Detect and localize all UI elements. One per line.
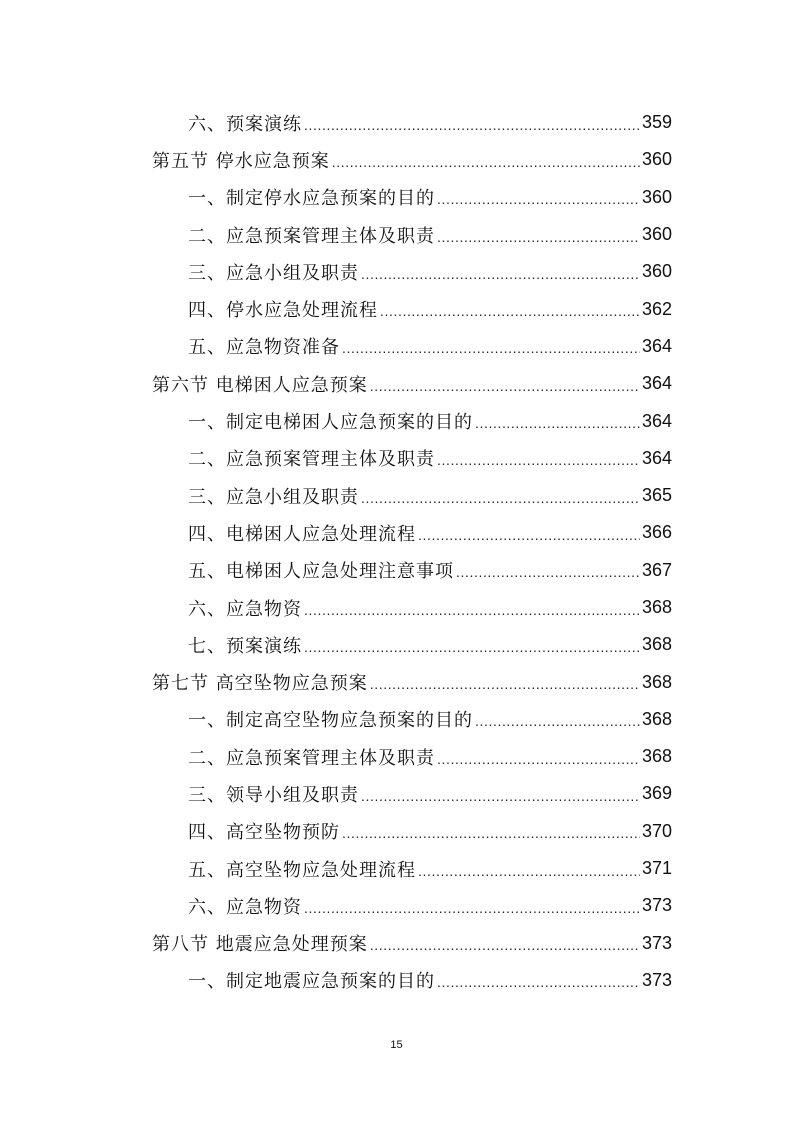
toc-entry-title: 二、应急预案管理主体及职责 <box>188 449 435 471</box>
toc-entry-title: 第七节 高空坠物应急预案 <box>152 673 368 695</box>
toc-entry[interactable] <box>0 216 793 253</box>
toc-entry-page: 364 <box>641 447 672 468</box>
toc-entry-title: 五、电梯困人应急处理注意事项 <box>188 561 454 583</box>
toc-entry-page: 365 <box>641 485 672 506</box>
toc-entry[interactable] <box>0 514 793 551</box>
toc-entry-title: 三、应急小组及职责 <box>188 486 359 508</box>
toc-entry-title: 二、应急预案管理主体及职责 <box>188 225 435 247</box>
toc-entry[interactable] <box>0 813 793 850</box>
toc-entry-page: 373 <box>641 969 672 990</box>
toc-entry-title: 三、应急小组及职责 <box>188 262 359 284</box>
toc-entry[interactable] <box>0 440 793 477</box>
toc-entry-page: 368 <box>641 671 672 692</box>
toc-dot-leader <box>475 710 640 728</box>
toc-entry-title: 五、高空坠物应急处理流程 <box>188 859 416 881</box>
toc-dot-leader <box>342 822 640 840</box>
toc-entry-title: 第八节 地震应急处理预案 <box>152 934 368 956</box>
toc-entry[interactable] <box>0 402 793 439</box>
toc-entry-title: 六、预案演练 <box>188 113 302 135</box>
toc-entry-title: 七、预案演练 <box>188 635 302 657</box>
toc-entry-title: 二、应急预案管理主体及职责 <box>188 747 435 769</box>
toc-entry[interactable] <box>0 253 793 290</box>
toc-entry-page: 368 <box>641 597 672 617</box>
toc-dot-leader <box>418 860 640 878</box>
toc-dot-leader <box>418 524 640 542</box>
toc-dot-leader <box>380 300 640 318</box>
toc-dot-leader <box>456 561 640 579</box>
toc-entry-page: 360 <box>641 186 672 207</box>
toc-entry-page: 369 <box>641 783 672 804</box>
toc-entry[interactable] <box>0 887 793 924</box>
toc-entry-page: 360 <box>641 261 672 282</box>
toc-dot-leader <box>304 897 640 915</box>
toc-dot-leader <box>370 673 640 691</box>
toc-entry[interactable] <box>0 626 793 663</box>
toc-entry-title: 五、应急物资准备 <box>188 337 340 359</box>
toc-entry[interactable] <box>0 701 793 738</box>
toc-section-entry[interactable] <box>0 925 793 962</box>
toc-entry-title: 第六节 电梯困人应急预案 <box>152 374 368 396</box>
toc-dot-leader <box>437 449 640 467</box>
toc-entry-page: 364 <box>641 335 672 356</box>
toc-entry[interactable] <box>0 775 793 812</box>
toc-entry-title: 四、电梯困人应急处理流程 <box>188 523 416 545</box>
toc-dot-leader <box>304 636 640 654</box>
toc-dot-leader <box>475 412 640 430</box>
toc-entry-title: 第五节 停水应急预案 <box>152 150 330 172</box>
toc-section-entry[interactable] <box>0 365 793 402</box>
toc-entry[interactable] <box>0 738 793 775</box>
toc-entry-page: 360 <box>641 224 672 245</box>
toc-entry[interactable] <box>0 477 793 514</box>
table-of-contents <box>0 104 793 999</box>
toc-entry-page: 368 <box>641 708 672 729</box>
toc-entry-page: 368 <box>641 746 672 767</box>
toc-entry-title: 六、应急物资 <box>188 598 302 620</box>
toc-dot-leader <box>361 263 640 281</box>
toc-dot-leader <box>304 599 640 617</box>
toc-dot-leader <box>370 934 640 952</box>
toc-dot-leader <box>437 226 640 244</box>
toc-dot-leader <box>342 337 640 355</box>
toc-entry-page: 367 <box>641 559 672 580</box>
toc-entry-title: 六、应急物资 <box>188 896 302 918</box>
toc-dot-leader <box>361 785 640 803</box>
toc-dot-leader <box>370 375 640 393</box>
toc-dot-leader <box>332 151 640 169</box>
toc-entry-page: 366 <box>641 522 672 543</box>
toc-entry-page: 370 <box>641 820 672 841</box>
toc-entry-page: 359 <box>641 112 672 133</box>
toc-entry[interactable] <box>0 328 793 365</box>
toc-entry-page: 362 <box>641 298 672 319</box>
toc-dot-leader <box>437 971 640 989</box>
toc-section-entry[interactable] <box>0 663 793 700</box>
toc-entry-page: 364 <box>641 373 672 394</box>
toc-entry-page: 360 <box>641 149 672 170</box>
toc-entry-title: 一、制定高空坠物应急预案的目的 <box>188 710 473 732</box>
toc-entry-page: 371 <box>641 858 672 879</box>
toc-dot-leader <box>361 487 640 505</box>
toc-entry-title: 四、停水应急处理流程 <box>188 300 378 322</box>
toc-entry[interactable] <box>0 179 793 216</box>
toc-entry-page: 373 <box>641 932 672 953</box>
toc-entry[interactable] <box>0 290 793 327</box>
toc-entry[interactable] <box>0 850 793 887</box>
page-number: 15 <box>390 1039 403 1051</box>
toc-entry-title: 四、高空坠物预防 <box>188 822 340 844</box>
toc-section-entry[interactable] <box>0 141 793 178</box>
toc-entry-title: 一、制定电梯困人应急预案的目的 <box>188 412 473 434</box>
toc-entry-page: 368 <box>641 634 672 655</box>
toc-dot-leader <box>437 188 640 206</box>
toc-dot-leader <box>304 114 640 132</box>
toc-entry-title: 一、制定地震应急预案的目的 <box>188 971 435 993</box>
toc-entry-title: 三、领导小组及职责 <box>188 784 359 806</box>
toc-entry-page: 373 <box>641 895 672 916</box>
toc-dot-leader <box>437 748 640 766</box>
toc-entry[interactable] <box>0 962 793 999</box>
toc-entry[interactable] <box>0 104 793 141</box>
toc-entry-title: 一、制定停水应急预案的目的 <box>188 188 435 210</box>
toc-entry[interactable] <box>0 552 793 589</box>
toc-entry[interactable] <box>0 589 793 626</box>
toc-entry-page: 364 <box>641 410 672 431</box>
